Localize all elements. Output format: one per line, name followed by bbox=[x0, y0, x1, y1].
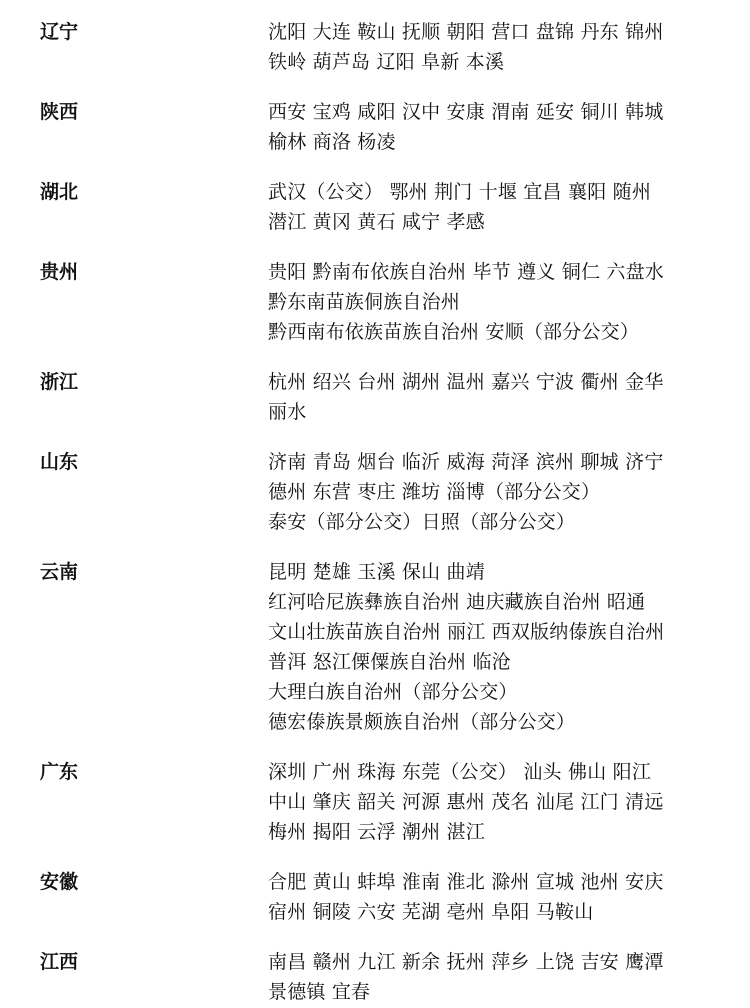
city-list bbox=[268, 367, 710, 427]
province-name: 安徽 bbox=[40, 871, 79, 893]
city-list bbox=[268, 947, 710, 1007]
city-line: 杭州 绍兴 台州 湖州 温州 嘉兴 宁波 衢州 金华 bbox=[268, 371, 664, 393]
city-line: 泰安（部分公交）日照（部分公交） bbox=[268, 511, 576, 533]
city-line: 景德镇 宜春 bbox=[268, 981, 371, 1003]
city-list bbox=[268, 557, 710, 737]
city-list bbox=[268, 447, 710, 537]
city-line: 宿州 铜陵 六安 芜湖 亳州 阜阳 马鞍山 bbox=[268, 901, 594, 923]
city-line: 武汉（公交） 鄂州 荆门 十堰 宜昌 襄阳 随州 bbox=[268, 181, 652, 203]
province-row-jiangxi bbox=[0, 947, 750, 1007]
city-line: 大理白族自治州（部分公交） bbox=[268, 681, 518, 703]
province-name: 山东 bbox=[40, 451, 79, 473]
province-row-zhejiang bbox=[0, 367, 750, 427]
province-row-anhui bbox=[0, 867, 750, 927]
province-name: 湖北 bbox=[40, 181, 79, 203]
city-list bbox=[268, 177, 710, 237]
city-line: 沈阳 大连 鞍山 抚顺 朝阳 营口 盘锦 丹东 锦州 bbox=[268, 21, 664, 43]
province-row-hubei bbox=[0, 177, 750, 237]
city-line: 榆林 商洛 杨凌 bbox=[268, 131, 396, 153]
province-name: 广东 bbox=[40, 761, 79, 783]
city-line: 中山 肇庆 韶关 河源 惠州 茂名 汕尾 江门 清远 bbox=[268, 791, 664, 813]
province-row-shaanxi bbox=[0, 97, 750, 157]
city-line: 梅州 揭阳 云浮 潮州 湛江 bbox=[268, 821, 485, 843]
city-line: 黔东南苗族侗族自治州 bbox=[268, 291, 461, 313]
province-name: 云南 bbox=[40, 561, 79, 583]
city-line: 深圳 广州 珠海 东莞（公交） 汕头 佛山 阳江 bbox=[268, 761, 652, 783]
city-list bbox=[268, 867, 710, 927]
province-row-shandong bbox=[0, 447, 750, 537]
province-row-liaoning bbox=[0, 17, 750, 77]
province-name: 辽宁 bbox=[40, 21, 79, 43]
province-name: 浙江 bbox=[40, 371, 79, 393]
city-line: 红河哈尼族彝族自治州 迪庆藏族自治州 昭通 bbox=[268, 591, 646, 613]
city-list bbox=[268, 757, 710, 847]
province-name: 贵州 bbox=[40, 261, 79, 283]
city-list bbox=[268, 17, 710, 77]
province-name: 江西 bbox=[40, 951, 79, 973]
city-line: 昆明 楚雄 玉溪 保山 曲靖 bbox=[268, 561, 485, 583]
city-line: 南昌 赣州 九江 新余 抚州 萍乡 上饶 吉安 鹰潭 bbox=[268, 951, 664, 973]
city-line: 合肥 黄山 蚌埠 淮南 淮北 滁州 宣城 池州 安庆 bbox=[268, 871, 664, 893]
city-line: 潜江 黄冈 黄石 咸宁 孝感 bbox=[268, 211, 485, 233]
province-name: 陕西 bbox=[40, 101, 79, 123]
city-line: 丽水 bbox=[268, 401, 307, 423]
city-line: 德宏傣族景颇族自治州（部分公交） bbox=[268, 711, 576, 733]
province-row-guizhou bbox=[0, 257, 750, 347]
city-line: 西安 宝鸡 咸阳 汉中 安康 渭南 延安 铜川 韩城 bbox=[268, 101, 664, 123]
city-line: 黔西南布依族苗族自治州 安顺（部分公交） bbox=[268, 321, 640, 343]
province-row-yunnan bbox=[0, 557, 750, 737]
city-line: 普洱 怒江傈僳族自治州 临沧 bbox=[268, 651, 511, 673]
city-line: 贵阳 黔南布依族自治州 毕节 遵义 铜仁 六盘水 bbox=[268, 261, 664, 283]
province-row-guangdong bbox=[0, 757, 750, 847]
city-list bbox=[268, 97, 710, 157]
city-line: 文山壮族苗族自治州 丽江 西双版纳傣族自治州 bbox=[268, 621, 665, 643]
city-line: 德州 东营 枣庄 潍坊 淄博（部分公交） bbox=[268, 481, 601, 503]
city-line: 铁岭 葫芦岛 辽阳 阜新 本溪 bbox=[268, 51, 505, 73]
city-line: 济南 青岛 烟台 临沂 威海 菏泽 滨州 聊城 济宁 bbox=[268, 451, 664, 473]
city-list bbox=[268, 257, 710, 347]
